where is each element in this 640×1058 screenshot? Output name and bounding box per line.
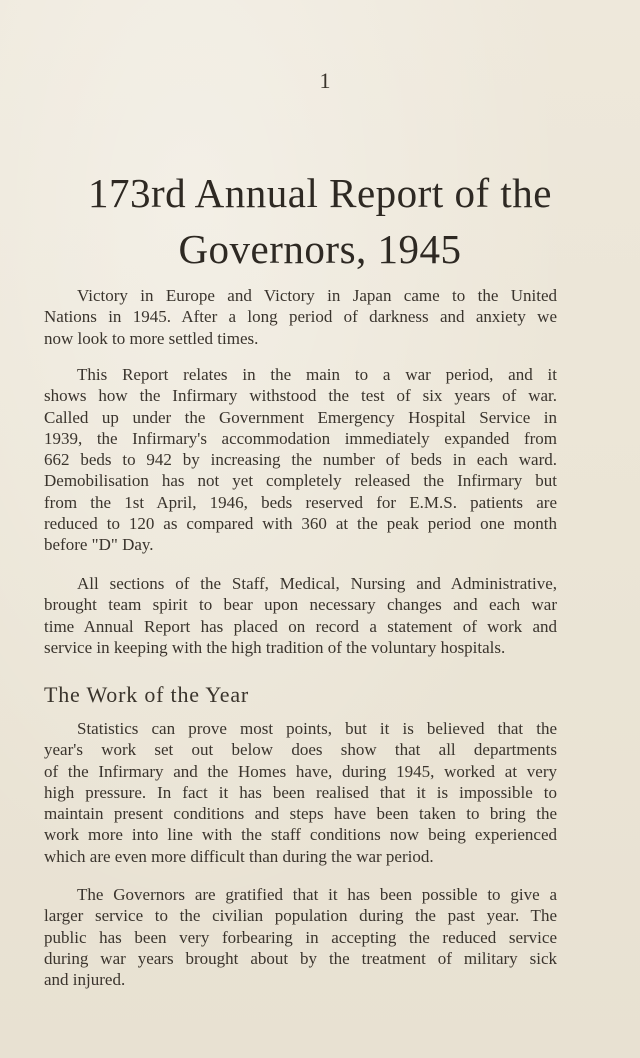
paragraph-victory xyxy=(44,285,557,349)
text-line: All sections of the Staff, Medical, Nursing and Administrative, xyxy=(77,574,557,593)
text-line: public has been very forbearing in accepting the reduced service xyxy=(44,927,557,947)
text-line: The Governors are gratified that it has been possible to give a xyxy=(77,885,557,904)
text-line: during war years brought about by the treatment of military sick xyxy=(44,948,557,968)
text-line: 1939, the Infirmary's accommodation immediately expanded from xyxy=(44,428,557,448)
text-line: service in keeping with the high tradition of the voluntary hospitals. xyxy=(44,637,506,657)
text-line: Nations in 1945. After a long period of darkness and anxiety we xyxy=(44,307,557,327)
section-heading: The Work of the Year xyxy=(44,682,250,707)
paragraph-governors xyxy=(44,884,557,990)
page-number: 1 xyxy=(319,68,331,93)
report-title-line-1: 173rd Annual Report of the xyxy=(88,170,552,216)
text-line: Demobilisation has not yet completely released the Infirmary but xyxy=(44,471,557,491)
text-line: Victory in Europe and Victory in Japan came to the United xyxy=(77,286,557,305)
text-line: reduced to 120 as compared with 360 at the peak period one month xyxy=(44,514,557,534)
paragraph-statistics xyxy=(44,718,557,867)
text-line: Statistics can prove most points, but it is believed that the xyxy=(77,719,557,738)
text-line: This Report relates in the main to a war period, and it xyxy=(77,365,557,384)
text-line: Called up under the Government Emergency Hospital Service in xyxy=(44,407,557,427)
text-line: 662 beds to 942 by increasing the number of beds in each ward. xyxy=(44,450,557,470)
text-line: high pressure. In fact it has been realised that it is impossible to xyxy=(44,782,557,802)
text-line: brought team spirit to bear upon necessary changes and each war xyxy=(44,595,557,615)
text-line: before "D" Day. xyxy=(44,535,154,555)
text-line: and injured. xyxy=(44,970,126,990)
text-line: shows how the Infirmary withstood the test of six years of war. xyxy=(44,386,557,406)
text-line: year's work set out below does show that all departments xyxy=(44,740,557,760)
text-line: work more into line with the staff conditions now being experienced xyxy=(44,825,557,845)
text-line: which are even more difficult than during the war period. xyxy=(44,846,434,866)
report-title xyxy=(0,165,640,277)
text-line: of the Infirmary and the Homes have, during 1945, worked at very xyxy=(44,761,557,781)
text-line: maintain present conditions and steps have been taken to bring the xyxy=(44,804,557,824)
text-line: time Annual Report has placed on record a statement of work and xyxy=(44,616,557,636)
text-line: larger service to the civilian population during the past year. The xyxy=(44,906,557,926)
paragraph-war-period xyxy=(44,364,557,556)
report-title-line-2: Governors, 1945 xyxy=(178,226,462,272)
paragraph-staff xyxy=(44,573,557,658)
text-line: now look to more settled times. xyxy=(44,328,259,348)
text-line: from the 1st April, 1946, beds reserved for E.M.S. patients are xyxy=(44,492,557,512)
